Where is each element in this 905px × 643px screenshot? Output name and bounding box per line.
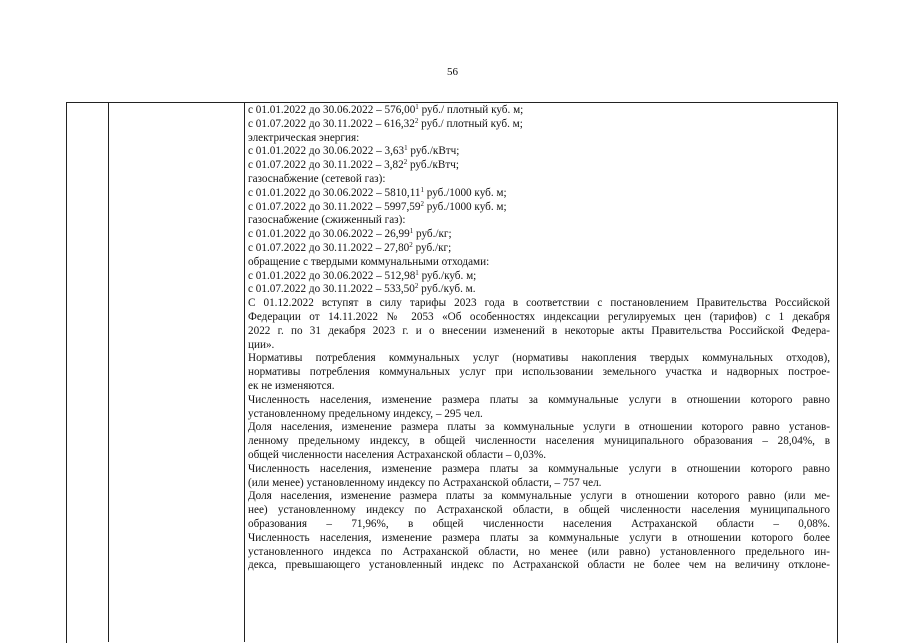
paragraph-line: образования – 71,96%, в общей численности населения Астраханской области – 0,08%. [248, 517, 830, 530]
paragraph-line: Федерации от 14.11.2022 № 2053 «Об особенностях индексации регулируемых цен (тарифов) с 1 декабря [248, 310, 830, 323]
footnote-marker: 2 [414, 116, 419, 125]
paragraph [248, 490, 830, 531]
tariff-line: газоснабжение (сжиженный газ): [248, 214, 406, 227]
paragraph-line: нормативы потребления коммунальных услуг при использовании земельного участка и надворных построе- [248, 366, 830, 379]
tariff-line: обращение с твердыми коммунальными отходами: [248, 255, 490, 268]
paragraph-line: Доля населения, изменение размера платы за коммунальные услуги в отношении которого равно установ- [248, 421, 830, 434]
paragraph [248, 352, 830, 393]
paragraph-line: Численность населения, изменение размера платы за коммунальные услуги в отношении которого более [248, 531, 830, 544]
paragraph-line: общей численности населения Астраханской области – 0,03%. [248, 448, 546, 461]
footnote-marker: 2 [403, 158, 408, 167]
paragraph-line: ек не изменяются. [248, 379, 335, 392]
paragraph [248, 394, 830, 422]
paragraph-line: нее) установленному индексу по Астраханской области, в общей численности населения муниципального [248, 504, 830, 517]
tariff-line: с 01.01.2022 до 30.06.2022 – 26,99$^1$ руб./кг; [248, 227, 452, 241]
tariff-line: с 01.01.2022 до 30.06.2022 – 512,98$^1$ руб./куб. м; [248, 268, 477, 282]
tariff-line: с 01.01.2022 до 30.06.2022 – 3,63$^1$ руб./кВтч; [248, 144, 460, 158]
paragraph-line: Численность населения, изменение размера платы за коммунальные услуги в отношении которого равно [248, 393, 830, 406]
paragraph [248, 532, 830, 573]
paragraph-line: декса, превышающего установленный индекс по Астраханской области не более чем на величину отклоне- [248, 559, 830, 572]
table-cell-content [248, 104, 830, 573]
footnote-marker: 1 [409, 227, 414, 236]
footnote-marker: 2 [414, 282, 419, 291]
paragraph-line: Численность населения, изменение размера платы за коммунальные услуги в отношении которого равно [248, 462, 830, 475]
page-number: 56 [447, 66, 458, 78]
tariff-line: с 01.07.2022 до 30.11.2022 – 616,32$^2$ руб./ плотный куб. м; [248, 116, 523, 130]
footnote-marker: 1 [415, 103, 419, 111]
footnote-marker: 1 [420, 185, 424, 194]
footnote-marker: 1 [415, 268, 419, 277]
footnote-marker: 2 [409, 240, 413, 249]
paragraph-line: установленному предельному индексу, – 295 чел. [248, 407, 483, 420]
footnote-marker: 1 [404, 144, 408, 153]
paragraph-line: (или менее) установленному индексу по Астраханской области, – 757 чел. [248, 476, 602, 489]
tariff-line: с 01.01.2022 до 30.06.2022 – 576,00$^1$ руб./ плотный куб. м; [248, 103, 524, 116]
paragraph-line: установленного индекса по Астраханской области, но менее (или равно) установленного предельного ин- [248, 545, 830, 558]
paragraph-line: Нормативы потребления коммунальных услуг (нормативы накопления твердых коммунальных отходов), [248, 352, 830, 365]
tariff-line: электрическая энергия: [248, 131, 360, 144]
paragraph [248, 297, 830, 352]
paragraph [248, 421, 830, 462]
column-divider-2 [244, 102, 245, 642]
paragraph-line: ленному предельному индексу, в общей численности населения муниципального образования – 28,04%, в [248, 435, 830, 448]
tariff-line: газоснабжение (сетевой газ): [248, 172, 386, 185]
tariff-line: с 01.07.2022 до 30.11.2022 – 5997,59$^2$ руб./1000 куб. м; [248, 199, 507, 213]
tariff-line: с 01.07.2022 до 30.11.2022 – 533,50$^2$ руб./куб. м. [248, 282, 476, 296]
paragraph-line: С 01.12.2022 вступят в силу тарифы 2023 года в соответствии с постановлением Правительства Российской [248, 297, 830, 310]
column-divider-1 [108, 102, 109, 642]
tariff-line: с 01.07.2022 до 30.11.2022 – 3,82$^2$ руб./кВтч; [248, 158, 459, 172]
paragraph-line: ции». [248, 338, 275, 351]
paragraph [248, 463, 830, 491]
tariff-line: с 01.01.2022 до 30.06.2022 – 5810,11$^1$ руб./1000 куб. м; [248, 185, 507, 199]
footnote-marker: 2 [420, 199, 424, 208]
paragraph-line: 2022 г. по 31 декабря 2023 г. и о внесении изменений в некоторые акты Правительства Российской Федера- [248, 324, 830, 337]
tariff-line: с 01.07.2022 до 30.11.2022 – 27,80$^2$ руб./кг; [248, 240, 452, 254]
paragraph-line: Доля населения, изменение размера платы за коммунальные услуги в отношении которого равно (или ме- [248, 490, 830, 503]
